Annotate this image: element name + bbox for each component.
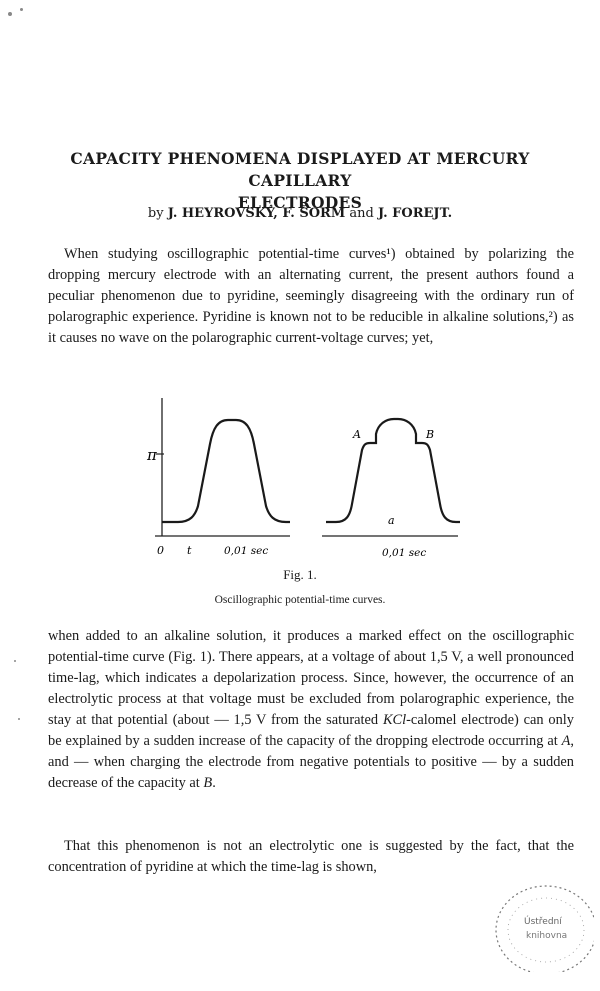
byline-prefix: by	[147, 206, 164, 221]
tick-label-left-time: 0,01 sec	[224, 545, 269, 557]
paragraph-2-part-a: when added to an alkaline solution, it produces a marked effect on the oscillographic potential-time curve (Fig. 1). There appears, at a voltage of about 1,5 V, a well pronounced time-lag, which indicates a depolarization process. Since, however, the occurrence of an electrolytic process at that voltage must be excluded from polarographic experience, the stay at that potential (about — 1,5 V from the saturated	[48, 628, 574, 728]
stamp-line-1: Ústřední	[524, 917, 562, 927]
figure-caption: Oscillographic potential-time curves.	[214, 594, 386, 606]
paragraph-2-part-c: , and — when charging the electrode from negative potentials to positive — by a sudden decrease of the capacity at	[48, 733, 574, 791]
title-line-2: ELECTRODES	[237, 193, 363, 212]
stamp-line-2: knihovna	[526, 931, 568, 941]
library-stamp-seal	[484, 872, 594, 972]
y-axis-label: π	[147, 446, 157, 464]
figure-number: Fig. 1.	[283, 567, 317, 582]
kcl-term: KCl	[382, 712, 407, 728]
point-B: B	[203, 775, 213, 791]
title-line-1: CAPACITY PHENOMENA DISPLAYED AT MERCURY CAPILLARY	[70, 149, 530, 190]
paragraph-2-part-b: -calomel electrode) can only be explained by a sudden increase of the capacity of the dropping electrode occurring at	[48, 712, 574, 749]
tick-label-0: 0	[157, 544, 164, 557]
point-A: A	[561, 733, 571, 749]
scan-speck	[14, 660, 16, 662]
scan-speck	[18, 718, 20, 720]
figure-1	[140, 388, 470, 563]
right-potential-time-curve	[326, 419, 460, 522]
paragraph-2-part-d: .	[212, 775, 216, 791]
paragraph-1: When studying oscillographic potential-time curves¹) obtained by polarizing the dropping mercury electrode with an alternating current, the present authors found a peculiar phenomenon due to pyridine, seemingly disagreeing with the ordinary run of polarographic experience. Pyridine is known not to be reducible in alkaline solutions,²) as it causes no wave on the polarographic current-voltage curves; yet,	[48, 246, 574, 346]
label-A: A	[353, 428, 361, 441]
tick-label-right-time: 0,01 sec	[382, 547, 427, 559]
byline-authors: J. HEYROVSKÝ, F. ŠORM	[167, 206, 346, 221]
figure-1-plot	[140, 388, 470, 563]
scan-speck	[20, 8, 23, 11]
label-a: a	[388, 514, 395, 527]
byline-and: and	[349, 206, 374, 221]
paragraph-3: That this phenomenon is not an electrolytic one is suggested by the fact, that the concentration of pyridine at which the time-lag is shown,	[48, 838, 574, 875]
left-potential-time-curve	[162, 420, 290, 522]
tick-label-t: t	[187, 544, 192, 557]
label-B: B	[426, 428, 435, 441]
byline	[40, 205, 560, 223]
library-stamp	[484, 872, 594, 972]
byline-author-3: J. FOREJT.	[377, 206, 453, 221]
paragraph-2	[48, 626, 574, 794]
scan-speck	[8, 12, 12, 16]
